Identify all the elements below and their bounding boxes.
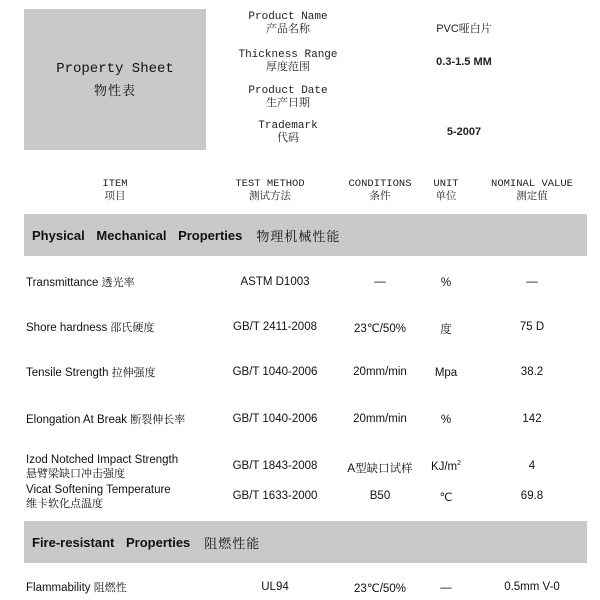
value-cell: 142 bbox=[522, 413, 542, 425]
value-cell: 75 D bbox=[519, 321, 545, 333]
item-cell: Vicat Softening Temperature 维卡软化点温度 bbox=[26, 484, 171, 510]
thickness-range-value: 0.3-1.5 MM bbox=[436, 56, 492, 68]
product-date-label: Product Date 生产日期 bbox=[248, 85, 328, 110]
conditions-cell: 20mm/min bbox=[353, 366, 407, 378]
title-en: Property Sheet bbox=[56, 60, 174, 77]
conditions-cell: 20mm/min bbox=[353, 413, 407, 425]
unit-cell: 度 bbox=[440, 324, 452, 336]
col-head-unit: UNIT 单位 bbox=[433, 178, 459, 203]
method-cell: ASTM D1003 bbox=[240, 276, 310, 288]
method-cell: GB/T 1843-2008 bbox=[232, 460, 318, 472]
item-cell: Transmittance 透光率 bbox=[26, 277, 135, 289]
unit-cell: $KJ/m^2$ bbox=[430, 460, 462, 473]
col-head-item: ITEM 项目 bbox=[102, 178, 128, 203]
col-head-conditions: CONDITIONS 条件 bbox=[348, 178, 412, 203]
item-cell: Izod Notched Impact Strength 悬臂梁缺口冲击强度 bbox=[26, 454, 179, 480]
col-head-nominal-value: NOMINAL VALUE 测定值 bbox=[491, 178, 573, 203]
title-box bbox=[24, 9, 206, 150]
unit-cell: % bbox=[440, 276, 452, 289]
method-cell: GB/T 1040-2006 bbox=[232, 366, 318, 378]
value-cell: 38.2 bbox=[520, 366, 544, 378]
method-cell: GB/T 1633-2000 bbox=[232, 490, 318, 502]
unit-cell: Mpa bbox=[434, 366, 458, 379]
product-name-label: Product Name 产品名称 bbox=[248, 11, 328, 36]
trademark-value: 5-2007 bbox=[446, 126, 482, 138]
conditions-cell: — bbox=[374, 276, 386, 288]
section-title-zh: 物理机械性能 bbox=[256, 229, 341, 245]
col-head-test-method: TEST METHOD 测试方法 bbox=[235, 178, 305, 203]
value-cell: — bbox=[526, 276, 538, 288]
item-cell: Elongation At Break 断裂伸长率 bbox=[26, 414, 186, 426]
conditions-cell: B50 bbox=[369, 490, 391, 502]
method-cell: UL94 bbox=[261, 581, 289, 593]
unit-cell: % bbox=[440, 413, 452, 426]
method-cell: GB/T 1040-2006 bbox=[232, 413, 318, 425]
title-zh: 物性表 bbox=[93, 83, 136, 99]
item-cell: Flammability 阻燃性 bbox=[26, 582, 127, 594]
trademark-label: Trademark 代码 bbox=[258, 120, 318, 145]
conditions-cell: 23℃/50% bbox=[354, 323, 406, 335]
section-band-physical bbox=[24, 214, 587, 256]
item-cell: Shore hardness 邵氏硬度 bbox=[26, 322, 155, 334]
method-cell: GB/T 2411-2008 bbox=[233, 321, 317, 333]
section-title: Fire-resistant Properties bbox=[32, 534, 191, 550]
unit-cell: ℃ bbox=[439, 492, 453, 504]
unit-cell: — bbox=[440, 581, 452, 594]
value-cell: 69.8 bbox=[520, 490, 544, 502]
section-title: Physical Mechanical Properties bbox=[32, 227, 243, 243]
value-cell: 0.5mm V-0 bbox=[504, 581, 560, 593]
section-band-fire-resistant bbox=[24, 521, 587, 563]
item-cell: Tensile Strength 拉伸强度 bbox=[26, 367, 156, 379]
thickness-range-label: Thickness Range 厚度范围 bbox=[238, 49, 338, 74]
section-title-zh: 阻燃性能 bbox=[204, 536, 261, 552]
conditions-cell: A型缺口试样 bbox=[347, 463, 413, 475]
conditions-cell: 23℃/50% bbox=[354, 583, 406, 595]
product-name-value: PVC哑白片 bbox=[436, 23, 492, 35]
value-cell: 4 bbox=[528, 460, 536, 472]
